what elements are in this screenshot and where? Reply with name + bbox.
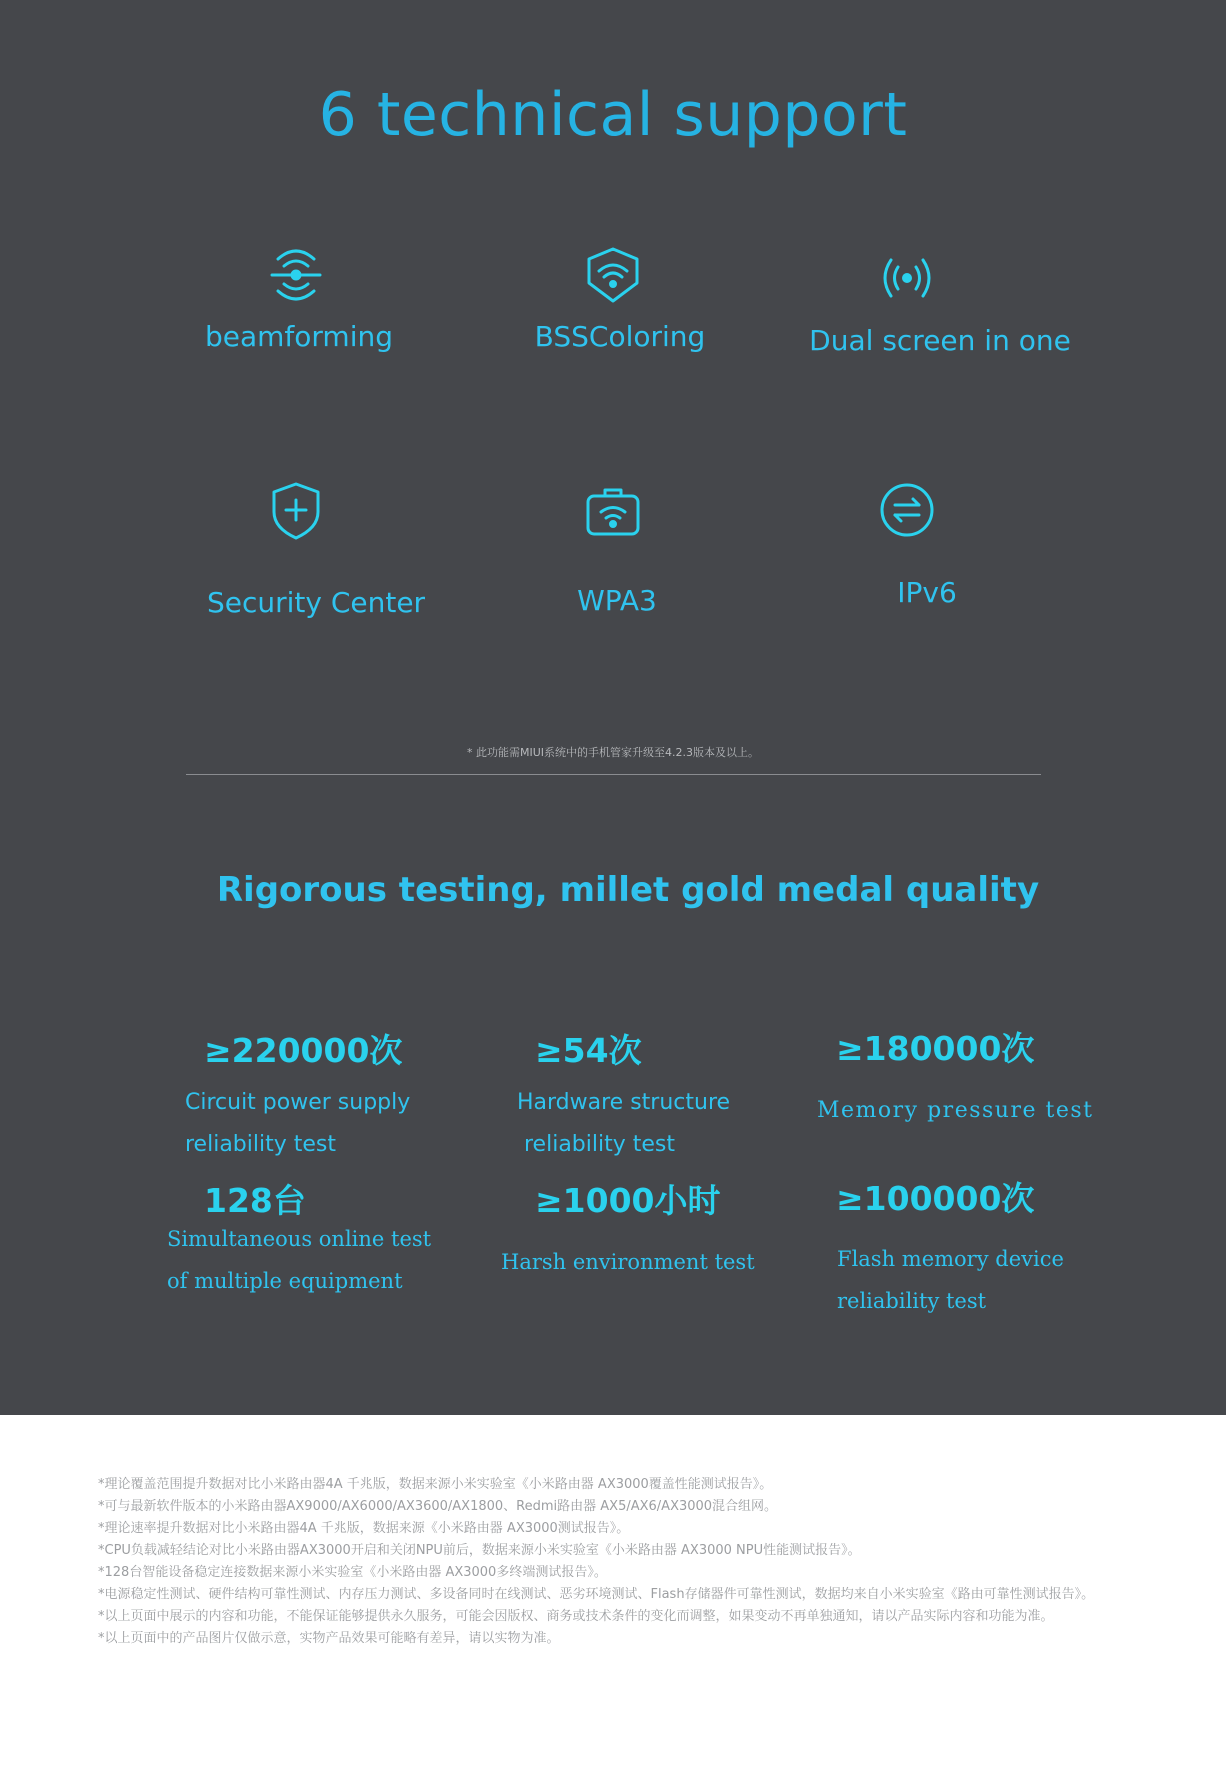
shield-plus-icon xyxy=(266,480,326,540)
wifi-shield-icon xyxy=(583,245,643,305)
broadcast-icon xyxy=(877,248,937,308)
stat-desc-environment: Harsh environment test xyxy=(501,1250,755,1274)
stat-value-devices: 128台 xyxy=(204,1181,306,1220)
stat-desc-devices: Simultaneous online test of multiple equipment xyxy=(167,1227,432,1293)
feature-footnote: * 此功能需MIUI系统中的手机管家升级至4.2.3版本及以上。 xyxy=(466,746,759,759)
page-title: 6 technical support xyxy=(318,80,908,150)
testing-title: Rigorous testing, millet gold medal quality xyxy=(216,870,1040,910)
footnote: *理论速率提升数据对比小米路由器4A 千兆版，数据来源《小米路由器 AX3000测试报告》。 xyxy=(98,1521,630,1536)
feature-label-ipv6: IPv6 xyxy=(897,576,957,609)
footnotes xyxy=(98,1474,1163,1650)
stat-value-memory: ≥180000次 xyxy=(836,1029,1035,1068)
footnote: *128台智能设备稳定连接数据来源小米实验室《小米路由器 AX3000多终端测试报告》。 xyxy=(98,1565,607,1580)
stat-value-power: ≥220000次 xyxy=(204,1031,403,1070)
beamforming-icon xyxy=(266,245,326,305)
footnote: *电源稳定性测试、硬件结构可靠性测试、内存压力测试、多设备同时在线测试、恶劣环境测试、Flash存储器件可靠性测试，数据均来自小米实验室《路由可靠性测试报告》。 xyxy=(98,1587,1095,1602)
stat-value-environment: ≥1000小时 xyxy=(535,1181,721,1220)
feature-label-bsscoloring: BSSColoring xyxy=(534,320,706,353)
footnote: *以上页面中展示的内容和功能，不能保证能够提供永久服务，可能会因版权、商务或技术条件的变化而调整，如果变动不再单独通知，请以产品实际内容和功能为准。 xyxy=(98,1609,1054,1624)
footnote: *以上页面中的产品图片仅做示意，实物产品效果可能略有差异，请以实物为准。 xyxy=(98,1631,560,1646)
feature-label-beamforming: beamforming xyxy=(204,320,394,353)
swap-arrows-icon xyxy=(877,480,937,540)
feature-label-dual-screen: Dual screen in one xyxy=(809,324,1071,357)
stat-desc-hardware: Hardware structure reliability test xyxy=(517,1090,731,1157)
feature-label-wpa3: WPA3 xyxy=(577,584,657,617)
stat-desc-memory: Memory pressure test xyxy=(817,1098,1094,1123)
footnote: *理论覆盖范围提升数据对比小米路由器4A 千兆版，数据来源小米实验室《小米路由器 AX3000覆盖性能测试报告》。 xyxy=(98,1477,773,1492)
stat-desc-power: Circuit power supply reliability test xyxy=(185,1090,411,1157)
divider xyxy=(186,774,1041,775)
footnote: *CPU负载减轻结论对比小米路由器AX3000开启和关闭NPU前后，数据来源小米实验室《小米路由器 AX3000 NPU性能测试报告》。 xyxy=(98,1543,861,1558)
feature-label-security-center: Security Center xyxy=(206,586,426,619)
footnote: *可与最新软件版本的小米路由器AX9000/AX6000/AX3600/AX1800、Redmi路由器 AX5/AX6/AX3000混合组网。 xyxy=(98,1499,778,1514)
stat-value-flash: ≥100000次 xyxy=(836,1179,1035,1218)
stat-desc-flash: Flash memory device reliability test xyxy=(837,1247,1064,1313)
wifi-briefcase-icon xyxy=(583,482,643,542)
stat-value-hardware: ≥54次 xyxy=(535,1031,642,1070)
